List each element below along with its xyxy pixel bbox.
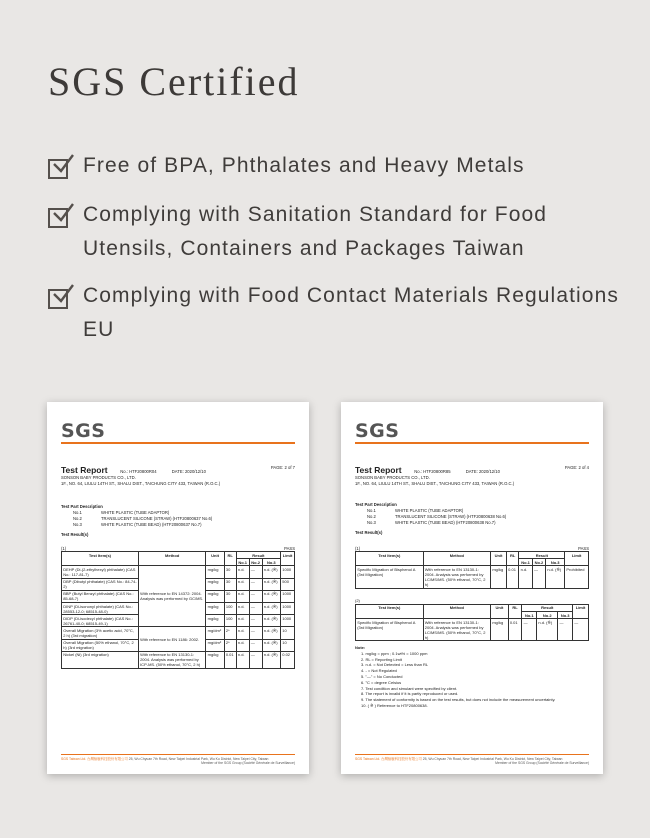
results-table-1 — [355, 551, 589, 589]
feature-text: Complying with Sanitation Standard for Food Utensils, Containers and Packages Taiwan — [83, 203, 548, 260]
doc1-rows-6-unit: mg/dm² — [206, 639, 224, 651]
doc1-rows-4-n2: — — [249, 615, 262, 627]
doc2-row2-method: With reference to EN 13130-1: 2004. Analysis was performed by LC/MS/MS. (50% ethanol, 70°C, 2 h) — [423, 619, 491, 641]
doc1-rows-4-limit: 1000 — [281, 615, 295, 627]
doc1-rows-5-unit: mg/dm² — [206, 627, 224, 639]
table-row — [356, 619, 589, 641]
doc2-headers-result: Result — [519, 552, 565, 559]
results-title: Test Result(s) — [61, 532, 89, 537]
doc2-row1-n3: n.d. (※) — [546, 566, 565, 588]
doc1-rows-7-unit: mg/kg — [206, 651, 224, 668]
doc1-rows-3-n1: n.d. — [236, 602, 249, 614]
note-item: 2. RL = Reporting Limit — [361, 656, 402, 662]
doc2-headers-n1: No.1 — [522, 611, 537, 618]
doc2-headers-unit: Unit — [491, 552, 507, 566]
doc1-footer_member: Member of the SGS Group (Société Générale de Surveillance) — [201, 761, 295, 765]
doc1-rows-0-n3: n.d. (※) — [262, 566, 280, 578]
doc1-rows-6-rl: 2* — [224, 639, 236, 651]
report-header — [61, 465, 295, 487]
doc1-rows-3-unit: mg/kg — [206, 602, 224, 614]
doc1-rows-1-item: DBP (Dibutyl phthalate) (CAS No.: 84-74-2) — [63, 579, 137, 590]
doc1-rows-0-limit: 1000 — [281, 566, 295, 578]
doc2-headers-n3: No.3 — [558, 611, 573, 618]
doc2-notes_title: Note: — [355, 645, 366, 650]
doc1-rows-2-rl: 30 — [224, 590, 236, 602]
doc1-footer_addr: 25, Wu Chyuan 7th Road, New Taipei Industrial Park, Wu Ku District, New Taipei City, Taiwan — [128, 757, 269, 761]
doc1-rows-6-n1: n.d. — [236, 639, 249, 651]
results-title: Test Result(s) — [355, 530, 383, 535]
doc1-headers-limit: Limit — [281, 552, 295, 566]
doc1-rows-2-limit: 1000 — [281, 590, 295, 602]
doc2-headers-rl: RL — [508, 604, 522, 618]
doc1-rows-1-n1: n.d. — [236, 578, 249, 590]
doc1-rows-0-n1: n.d. — [236, 566, 249, 578]
doc1-parts-1-desc: TRANSLUCENT SILICONE (STRAW) (HTF20800637 No.6) — [101, 516, 213, 521]
doc1-rows-1-n3: n.d. (※) — [262, 578, 280, 590]
doc2-headers-n1: No.1 — [519, 559, 532, 566]
report-date: DATE: 2020/12/10 — [171, 469, 206, 474]
doc1-headers-result: Result — [236, 552, 280, 559]
doc2-row1-method: With reference to EN 13130-1: 2004. Analysis was performed by LC/MS/MS. (50% ethanol, 70°C, 2 h) — [423, 566, 491, 588]
results-table-2-section — [355, 598, 589, 641]
test-report-document-1 — [47, 402, 309, 774]
doc1-rows-5-item: Overall Migration (3% acetic acid, 70°C, 2 h) (3rd migration) — [62, 627, 139, 639]
doc2-headers-n2: No.2 — [532, 559, 545, 566]
doc2-row2-limit: — — [573, 619, 589, 641]
doc2-headers-n2: No.2 — [537, 611, 558, 618]
part-row — [61, 522, 295, 528]
doc1-rows-3-item: DINP (Di-isononyl phthalate) (CAS No.: 28553-12-0; 68515-48-0) — [62, 602, 139, 614]
doc2-row1-n2: — — [532, 566, 545, 588]
doc1-rows-4-n3: n.d. (※) — [262, 615, 280, 627]
doc1-headers-n2: No.2 — [249, 559, 262, 566]
feature-text: Complying with Food Contact Materials Regulations EU — [83, 284, 619, 341]
doc1-rows-0-unit: mg/kg — [206, 566, 224, 578]
doc2-section1: (1) — [355, 546, 361, 551]
table-row — [62, 651, 295, 668]
doc2-headers-result: Result — [522, 604, 573, 611]
doc1-rows-4-item: DIDP (Di-isodecyl phthalate) (CAS No.: 26761-40-0; 68515-49-1) — [62, 615, 139, 627]
doc1-rows-7-item: Nickel (Ni) (3rd migration) — [62, 651, 139, 668]
check-box-icon — [48, 283, 74, 309]
section-label: (2) — [355, 598, 360, 603]
doc2-parts-1-desc: TRANSLUCENT SILICONE (STRAW) (HTF20800638 No.6) — [395, 514, 507, 519]
doc2-headers-limit: Limit — [565, 552, 589, 566]
doc1-rows-2-n1: n.d. — [236, 590, 249, 602]
results-table-section — [61, 546, 295, 669]
table-row — [356, 566, 589, 588]
doc2-headers-limit: Limit — [573, 604, 589, 618]
doc1-headers-item: Test Item(s) — [62, 552, 139, 566]
feature-item-1 — [48, 149, 623, 183]
doc1-rows-4-rl: 100 — [224, 615, 236, 627]
doc1-rows-2-n2: — — [249, 590, 262, 602]
doc2-row2-n1: — — [522, 619, 537, 641]
doc1-rows-6-item: Overall Migration (50% ethanol, 70°C, 2 h) (3rd migration) — [62, 639, 139, 651]
feature-item-3 — [48, 279, 623, 347]
doc1-method_b: With reference to EN 1186: 2002. — [138, 627, 206, 651]
doc2-parts-0-desc: WHITE PLASTIC (TUBE ADAPTOR) — [395, 508, 464, 513]
doc1-rows-1-rl: 30 — [224, 578, 236, 590]
doc2-headers-rl: RL — [506, 552, 518, 566]
note-item: 9. The statement of conformity is based on the test results, but does not include the measurement uncertainty. — [361, 697, 556, 703]
doc1-parts-0-no: No.1 — [73, 510, 82, 515]
note-item: 8. The report is invalid if it is partly reproduced or used. — [361, 691, 459, 697]
notes-section — [355, 645, 589, 709]
doc1-rows-5-n2: — — [249, 627, 262, 639]
doc2-row1-item: Specific Migration of Bisphenol A (3rd Migration) — [356, 566, 424, 588]
page-title: SGS Certified — [48, 59, 300, 104]
doc2-headers-item: Test Item(s) — [356, 604, 424, 618]
results-table-1-section — [355, 546, 589, 589]
results-table — [61, 551, 295, 669]
doc2-footer_addr: 25, Wu Chyuan 7th Road, New Taipei Industrial Park, Wu Ku District, New Taipei City, Taiwan — [422, 757, 563, 761]
doc1-rows-7-n3: n.d. (※) — [262, 651, 280, 668]
doc2-row2-rl: 0.01 — [508, 619, 522, 641]
note-item: 4. - = Not Regulated — [361, 668, 397, 674]
doc2-footer_left: SGS Taiwan Ltd. 台灣檢驗科技股份有限公司 — [355, 757, 422, 761]
doc2-row2-item: Specific Migration of Bisphenol A (3rd Migration) — [356, 619, 424, 641]
doc1-rows-1-unit: mg/kg — [206, 578, 224, 590]
doc1-rows-3-n3: n.d. (※) — [262, 602, 280, 614]
doc1-rows-0-item: DEHP (Di-(2-ethylhexyl) phthalate) (CAS No.: 117-81-7) — [62, 566, 139, 578]
check-box-icon — [48, 153, 74, 179]
company-address: 1F., NO. 64, LIULU 14TH ST., SHALU DIST., TAICHUNG CITY 433, TAIWAN (R.O.C.) — [355, 481, 515, 486]
note-item: 3. n.d. = Not Detected = Less than RL — [361, 662, 429, 668]
doc2-footer_member: Member of the SGS Group (Société Générale de Surveillance) — [495, 761, 589, 765]
report-number: No.: HTF20800R85 — [414, 469, 451, 474]
doc2-row1-rl: 0.01 — [506, 566, 518, 588]
doc1-rows-0-n2: — — [249, 566, 262, 578]
document-footer — [61, 754, 295, 765]
report-header — [355, 465, 589, 487]
report-title: Test Report — [61, 465, 108, 475]
doc1-rows-3-n2: — — [249, 602, 262, 614]
doc2-row1-limit: Prohibited — [565, 566, 589, 588]
doc1-rows-5-rl: 2* — [224, 627, 236, 639]
doc1-rows-6-limit: 10 — [281, 639, 295, 651]
doc1-parts-0-desc: WHITE PLASTIC (TUBE ADAPTOR) — [101, 510, 170, 515]
doc1-rows-1-limit: 500 — [281, 578, 295, 590]
doc2-row2-n3: — — [558, 619, 573, 641]
company-name: SONSON BABY PRODUCTS CO., LTD. — [61, 475, 136, 480]
test-part-section — [355, 502, 589, 536]
report-page: PAGE: 2 of 4 — [564, 465, 589, 470]
doc1-rows-5-n1: n.d. — [236, 627, 249, 639]
table-row — [62, 627, 295, 639]
doc1-rows-6-n2: — — [249, 639, 262, 651]
doc1-rows-7-n2: — — [249, 651, 262, 668]
sgs-logo: SGS — [355, 420, 400, 442]
doc1-headers-unit: Unit — [206, 552, 224, 566]
report-date: DATE: 2020/12/10 — [465, 469, 500, 474]
doc1-headers-rl: RL — [224, 552, 236, 566]
sgs-logo: SGS — [61, 420, 106, 442]
doc1-headers-n3: No.3 — [262, 559, 280, 566]
company-name: SONSON BABY PRODUCTS CO., LTD. — [355, 475, 430, 480]
doc1-rows-3-limit: 1000 — [281, 602, 295, 614]
part-row — [355, 520, 589, 526]
doc1-parts-2-desc: WHITE PLASTIC (TUBE BEAD) (HTF20800637 No.7) — [101, 522, 202, 527]
doc1-rows-7-rl: 0.01 — [224, 651, 236, 668]
doc1-rows-0-rl: 30 — [224, 566, 236, 578]
note-item: 7. Test condition and simulant were specified by client. — [361, 685, 458, 691]
section-title: Test Part Description — [355, 502, 397, 507]
doc1-section: (1) — [61, 546, 67, 551]
doc1-method_a: With reference to EN 14372: 2004. Analysis was performed by GC/MS. — [138, 566, 206, 627]
results-table-2 — [355, 604, 589, 642]
report-title: Test Report — [355, 465, 402, 475]
test-part-section — [61, 504, 295, 538]
note-item: 1. mg/kg = ppm ; 0.1wt% = 1000 ppm — [361, 650, 428, 656]
doc1-footer_left: SGS Taiwan Ltd. 台灣檢驗科技股份有限公司 — [61, 757, 128, 761]
doc1-rows-2-unit: mg/kg — [206, 590, 224, 602]
doc1-rows-2-n3: n.d. (※) — [262, 590, 280, 602]
doc1-rows-7-n1: n.d. — [236, 651, 249, 668]
doc1-pass: PASS — [284, 546, 295, 551]
doc1-rows-2-item: BBP (Butyl Benzyl phthalate) (CAS No.: 85-68-7) — [62, 590, 139, 602]
doc2-pass: PASS — [578, 546, 589, 551]
doc1-rows-5-limit: 10 — [281, 627, 295, 639]
test-report-document-2 — [341, 402, 603, 774]
doc1-headers-method: Method — [138, 552, 206, 566]
doc1-parts-1-no: No.2 — [73, 516, 82, 521]
doc2-parts-0-no: No.1 — [367, 508, 376, 513]
feature-item-2 — [48, 198, 623, 266]
doc2-row2-unit: mg/kg — [491, 619, 509, 641]
document-footer — [355, 754, 589, 765]
doc1-rows-5-n3: n.d. (※) — [262, 627, 280, 639]
feature-text: Free of BPA, Phthalates and Heavy Metals — [83, 154, 525, 177]
note-item: 10. ( ※ ) Reference to HTF20800638. — [361, 702, 428, 708]
doc2-headers-method: Method — [423, 552, 491, 566]
table-row — [62, 566, 295, 578]
doc2-row1-unit: mg/kg — [491, 566, 507, 588]
report-number: No.: HTF20800R04 — [120, 469, 157, 474]
doc1-rows-3-rl: 100 — [224, 602, 236, 614]
doc1-parts-2-no: No.3 — [73, 522, 82, 527]
doc2-row1-n1: n.d. — [519, 566, 532, 588]
doc1-rows-4-n1: n.d. — [236, 615, 249, 627]
doc1-rows-7-limit: 0.02 — [281, 651, 295, 668]
doc2-headers-method: Method — [423, 604, 491, 618]
doc2-headers-item: Test Item(s) — [356, 552, 424, 566]
report-page: PAGE: 2 of 7 — [270, 465, 295, 470]
doc2-parts-2-no: No.3 — [367, 520, 376, 525]
doc1-rows-4-unit: mg/kg — [206, 615, 224, 627]
company-address: 1F., NO. 64, LIULU 14TH ST., SHALU DIST., TAICHUNG CITY 433, TAIWAN (R.O.C.) — [61, 481, 221, 486]
doc2-headers-n3: No.3 — [546, 559, 565, 566]
logo-divider — [355, 442, 589, 444]
doc1-rows-1-n2: — — [249, 578, 262, 590]
check-box-icon — [48, 202, 74, 228]
note-item: 5. "—" = No Conducted — [361, 673, 403, 679]
logo-divider — [61, 442, 295, 444]
doc1-headers-n1: No.1 — [236, 559, 249, 566]
doc2-headers-unit: Unit — [491, 604, 509, 618]
doc2-row2-n2: n.d. (※) — [537, 619, 558, 641]
section-title: Test Part Description — [61, 504, 103, 509]
doc1-rows-6-n3: n.d. (※) — [262, 639, 280, 651]
doc2-parts-1-no: No.2 — [367, 514, 376, 519]
note-item: 6. °C = degree Celsius — [361, 679, 402, 685]
doc1-method_c: With reference to EN 13130-1: 2004. Analysis was performed by ICP-MS. (50% ethanol, 70°C, 2 h) — [138, 651, 206, 668]
doc2-parts-2-desc: WHITE PLASTIC (TUBE BEAD) (HTF20800638 No.7) — [395, 520, 496, 525]
